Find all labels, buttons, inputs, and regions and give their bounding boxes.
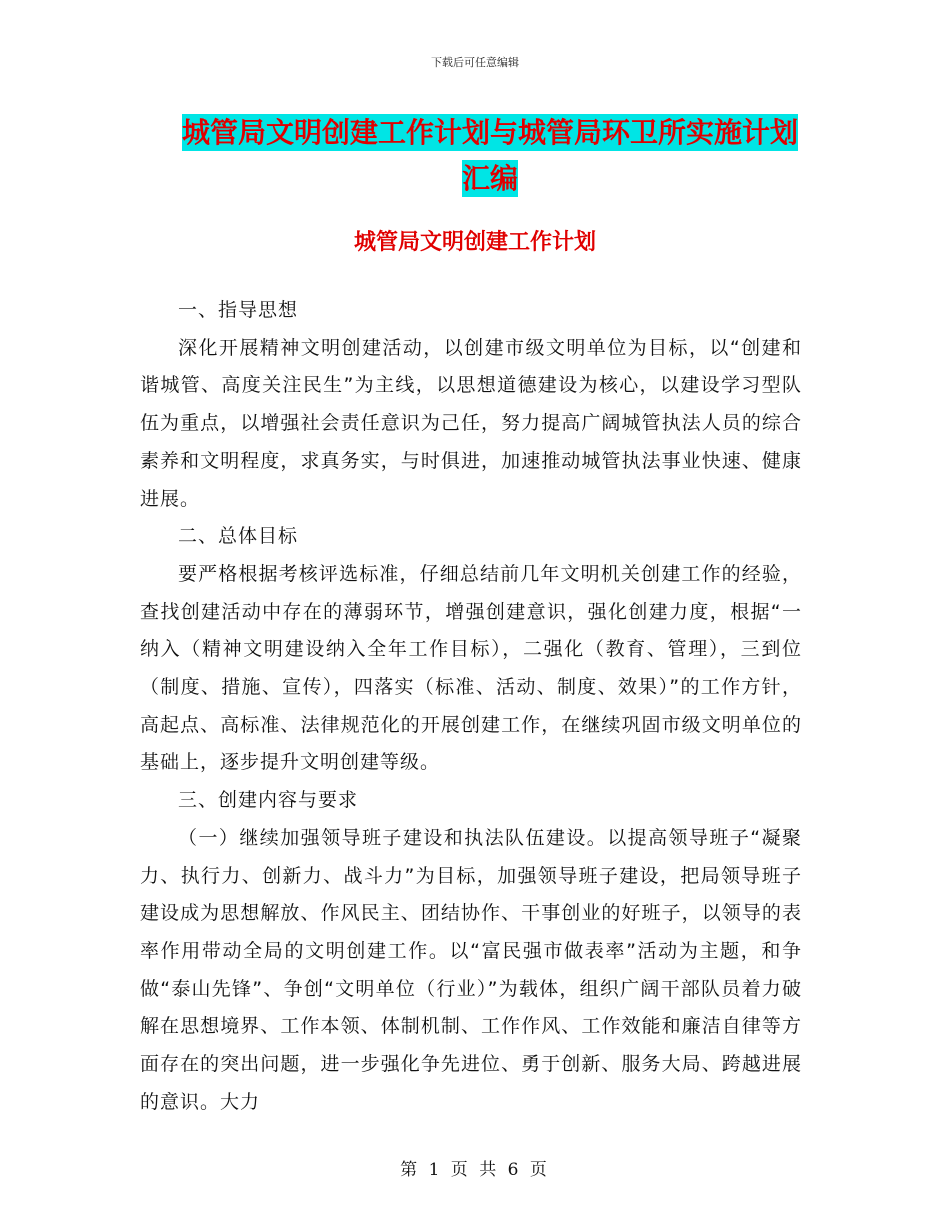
section-title: 城管局文明创建工作计划: [353, 229, 596, 255]
document-title-text: 城管局文明创建工作计划与城管局环卫所实施计划汇编: [181, 116, 798, 195]
heading-overall-goal: 二、总体目标: [178, 525, 299, 548]
heading-content-requirements: 三、创建内容与要求: [178, 789, 359, 812]
paragraph: （一）继续加强领导班子建设和执法队伍建设。以提高领导班子“凝聚力、执行力、创新力、战斗力”为目标，加强领导班子建设，把局领导班子建设成为思想解放、作风民主、团结协作、干事创业的好班子，以领导的表率作用带动全局的文明创建工作。以“富民强市做表率”活动为主题，和争做“泰山先锋”、争创“文明单位（行业）”为载体，组织广阔干部队员着力破解在思想境界、工作本领、体制机制、工作作风、工作效能和廉洁自律等方面存在的突出问题，进一步强化争先进位、勇于创新、服务大局、跨越进展的意识。大力: [140, 826, 802, 1113]
document-title: [170, 110, 810, 202]
heading-guiding-ideology: 一、指导思想: [178, 299, 299, 321]
page-number: 第 1 页 共 6 页: [400, 1160, 550, 1180]
paragraph: 深化开展精神文明创建活动，以创建市级文明单位为目标，以“创建和谐城管、高度关注民生”为主线，以思想道德建设为核心，以建设学习型队伍为重点，以增强社会责任意识为己任，努力提高广阔城管执法人员的综合素养和文明程度，求真务实，与时俱进，加速推动城管执法事业快速、健康进展。: [140, 336, 802, 510]
header-note: 下载后可任意编辑: [431, 56, 519, 69]
document-body: [140, 292, 802, 1121]
paragraph: 要严格根据考核评选标准，仔细总结前几年文明机关创建工作的经验，查找创建活动中存在的薄弱环节，增强创建意识，强化创建力度，根据“一纳入（精神文明建设纳入全年工作目标），二强化（教育、管理），三到位（制度、措施、宣传），四落实（标准、活动、制度、效果）”的工作方针，高起点、高标准、法律规范化的开展创建工作，在继续巩固市级文明单位的基础上，逐步提升文明创建等级。: [140, 562, 802, 774]
